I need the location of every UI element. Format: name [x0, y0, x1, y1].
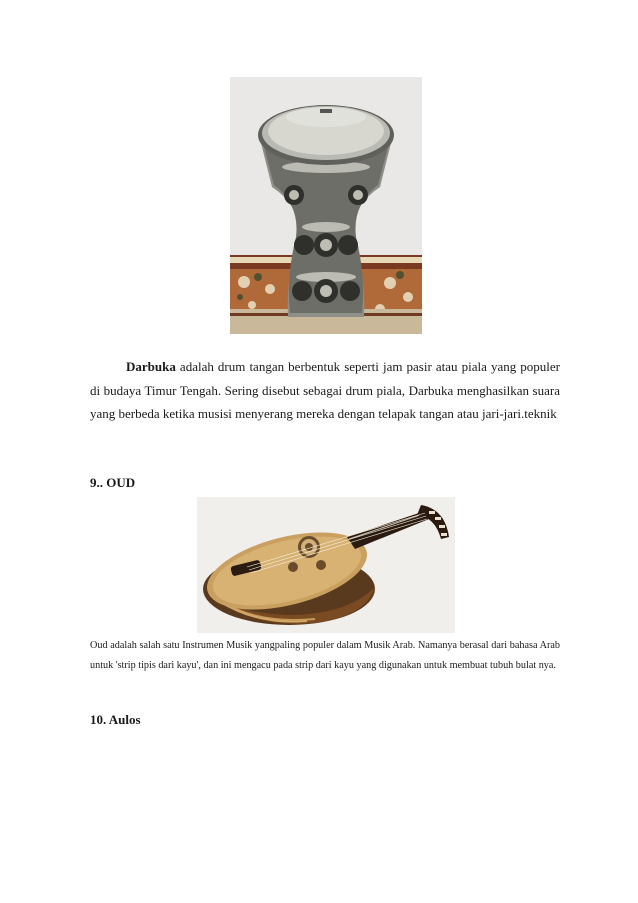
darbuka-image [230, 77, 422, 334]
darbuka-paragraph [90, 355, 560, 426]
oud-heading: 9.. OUD [90, 475, 136, 490]
darbuka-term: Darbuka [126, 359, 176, 374]
darbuka-description: adalah drum tangan berbentuk seperti jam pasir atau piala yang populer di budaya Timur Tengah. Sering disebut sebagai drum piala, Darbuka menghasilkan suara yang berbeda ketika musisi menyerang mereka dengan telapak tangan atau jari-jari.teknik [90, 359, 560, 421]
aulos-heading: 10. Aulos [90, 712, 141, 727]
oud-paragraph: Oud adalah salah satu Instrumen Musik yangpaling populer dalam Musik Arab. Namanya berasal dari bahasa Arab untuk 'strip tipis dari kayu', dan ini mengacu pada strip dari kayu yang digunakan untuk membuat tubuh bulat nya. [90, 640, 560, 671]
oud-image [197, 497, 455, 633]
